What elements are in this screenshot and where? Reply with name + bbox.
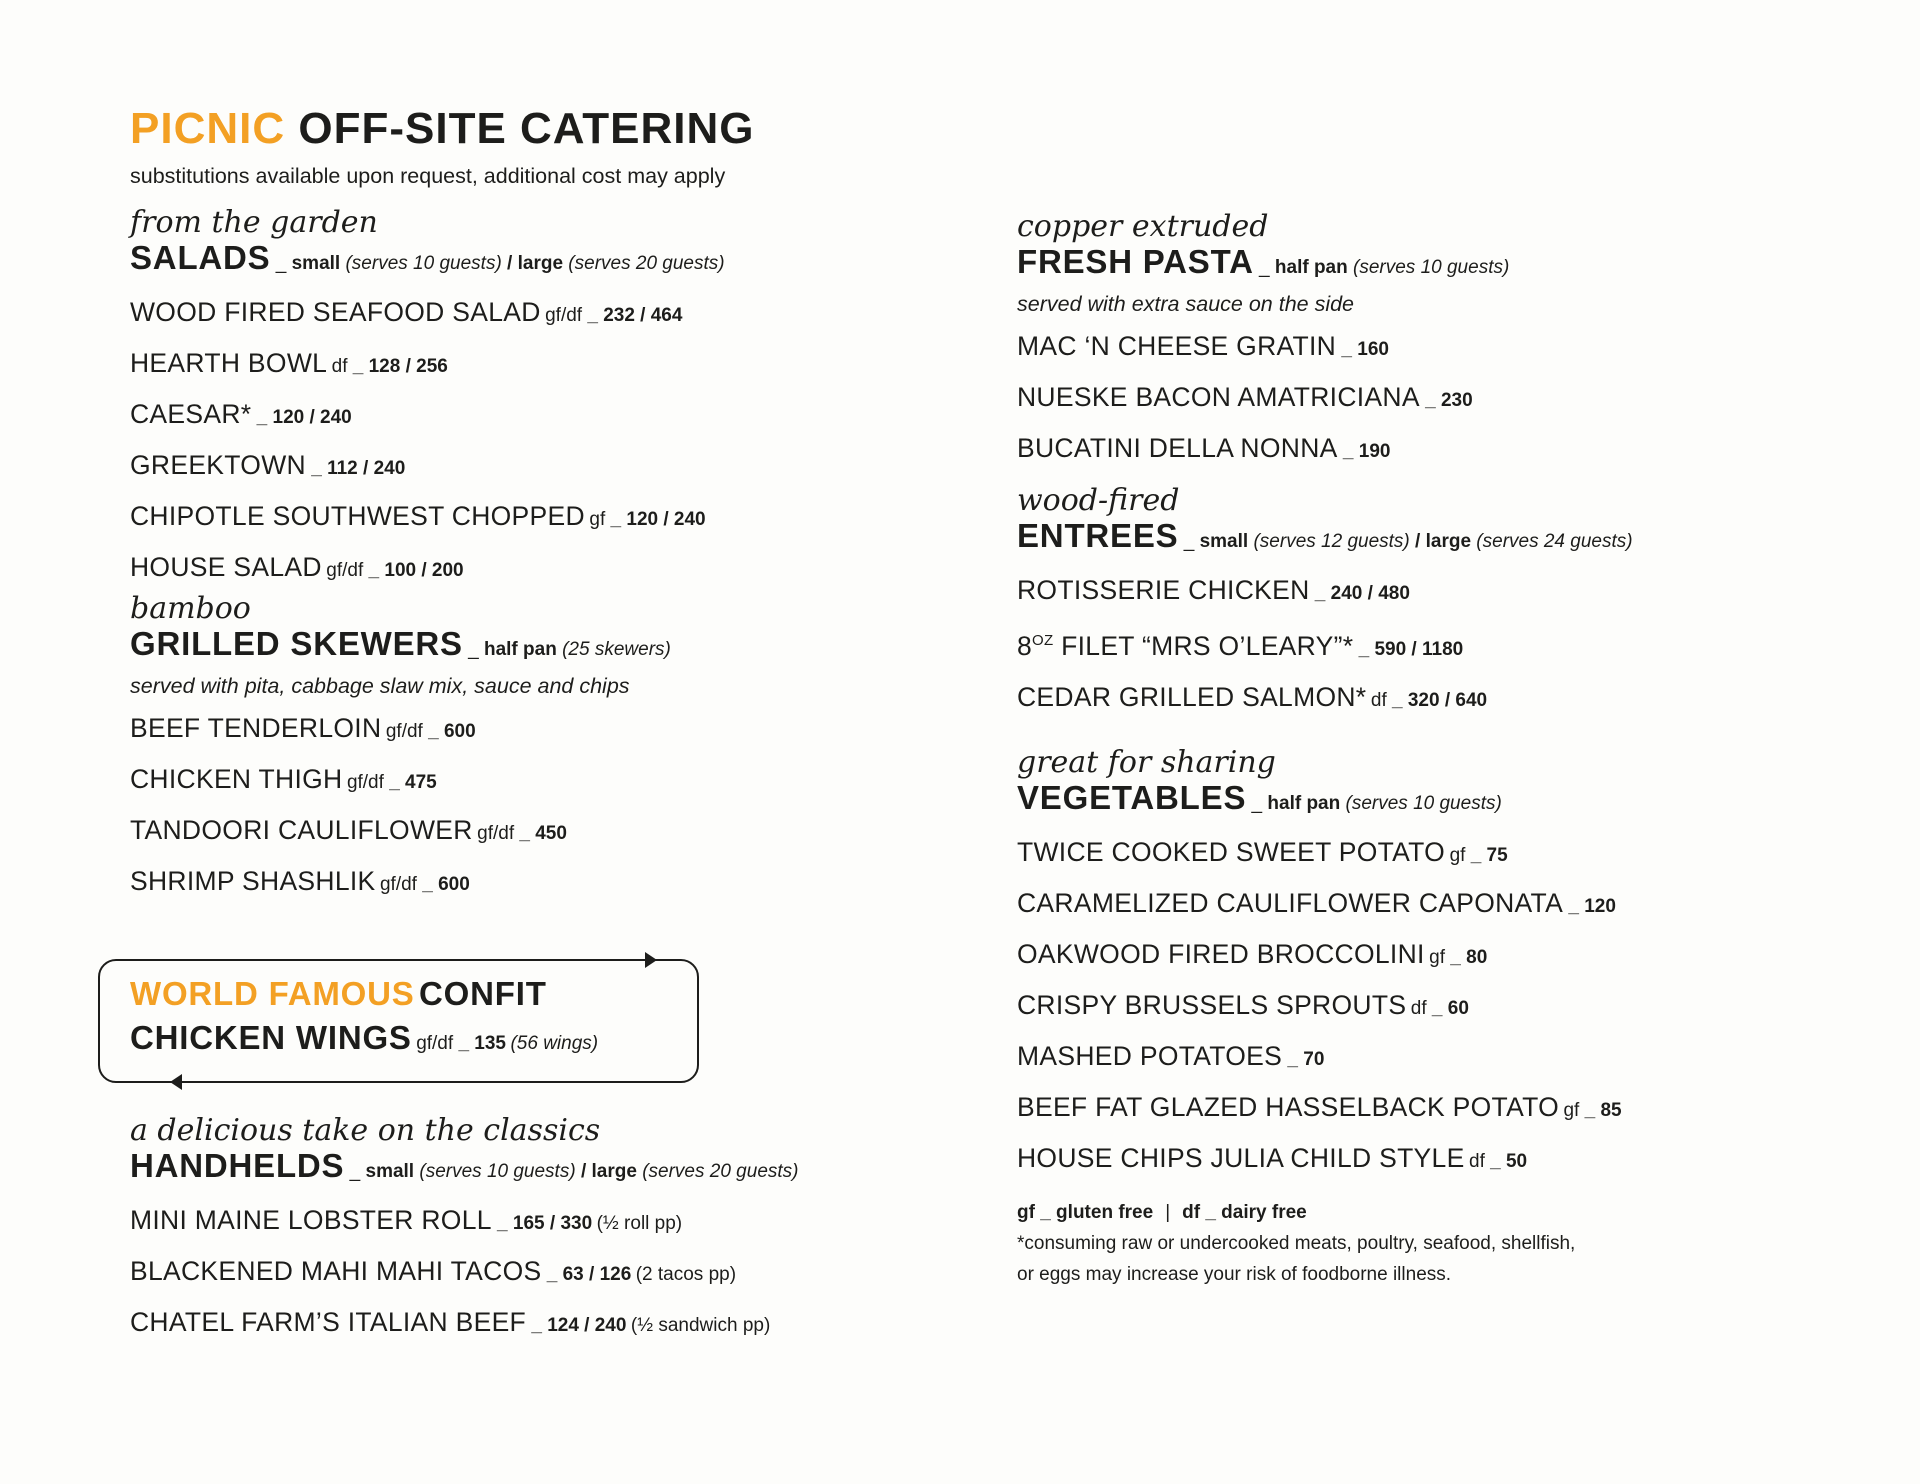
menu-item	[130, 289, 950, 340]
item-name: NUESKE BACON AMATRICIANA	[1017, 382, 1420, 412]
item-diet: gf/df	[379, 874, 417, 895]
salads-title: SALADS	[130, 239, 271, 276]
item-name: MASHED POTATOES	[1017, 1041, 1283, 1071]
item-price: 60	[1447, 998, 1469, 1019]
item-price: 120	[1584, 896, 1616, 917]
item-diet: gf	[589, 509, 606, 530]
pasta-script-heading: copper extruded	[1017, 209, 1269, 244]
salads-meta-1: small	[291, 253, 341, 274]
price-separator: _	[1419, 390, 1441, 411]
handhelds-script-heading: a delicious take on the classics	[130, 1113, 601, 1148]
menu-item	[130, 756, 950, 807]
item-name: HEARTH BOWL	[130, 348, 328, 378]
price-separator: _	[1336, 339, 1358, 360]
pasta-meta-2: (serves 10 guests)	[1347, 257, 1510, 278]
menu-item	[1017, 567, 1837, 618]
item-name: SHRIMP SHASHLIK	[130, 866, 376, 896]
handhelds-item-list	[130, 1197, 950, 1350]
skewers-meta-2: (25 skewers)	[556, 639, 671, 660]
salads-meta-4: (serves 20 guests)	[563, 253, 725, 274]
item-name: WOOD FIRED SEAFOOD SALAD	[130, 297, 541, 327]
menu-item	[130, 493, 950, 544]
price-separator: _	[541, 1264, 563, 1285]
menu-item	[130, 858, 950, 909]
price-separator: _	[363, 560, 385, 581]
pasta-served-note: served with extra sauce on the side	[1017, 292, 1355, 316]
title-rest: OFF-SITE CATERING	[298, 104, 755, 153]
vegetables-meta-0: _	[1246, 793, 1268, 814]
entrees-script-heading: wood-fired	[1017, 483, 1180, 518]
wings-note: (56 wings)	[510, 1033, 599, 1054]
item-price: 100 / 200	[384, 560, 464, 581]
price-separator: _	[1386, 690, 1408, 711]
price-separator: _	[605, 509, 627, 530]
item-price: 63 / 126	[562, 1264, 632, 1285]
item-name: CHICKEN THIGH	[130, 764, 343, 794]
item-note: (½ roll pp)	[596, 1213, 683, 1234]
price-separator: _	[1563, 896, 1585, 917]
handhelds-heading	[130, 1146, 950, 1193]
item-price: 124 / 240	[547, 1315, 627, 1336]
item-price: 85	[1600, 1100, 1622, 1121]
skewers-meta-1: half pan	[483, 639, 557, 660]
price-separator: _	[251, 407, 273, 428]
item-prefix: 8	[1017, 631, 1033, 661]
menu-item	[1017, 618, 1837, 674]
price-separator: _	[416, 874, 439, 895]
item-price: 240 / 480	[1330, 583, 1410, 604]
item-name: ROTISSERIE CHICKEN	[1017, 575, 1310, 605]
price-separator: _	[1309, 583, 1331, 604]
price-separator: _	[1353, 639, 1375, 660]
menu-item	[1017, 1135, 1837, 1186]
menu-item	[1017, 374, 1837, 425]
salads-heading	[130, 238, 950, 285]
item-diet: gf	[1429, 947, 1445, 968]
item-name: CHATEL FARM’S ITALIAN BEEF	[130, 1307, 527, 1337]
item-price: 232 / 464	[603, 305, 683, 326]
item-name: MAC ‘N CHEESE GRATIN	[1017, 331, 1337, 361]
section-handhelds	[130, 1114, 950, 1350]
skewers-meta-0: _	[462, 639, 484, 660]
section-entrees	[1017, 484, 1837, 725]
salads-meta-0: _	[270, 253, 292, 274]
item-note: (½ sandwich pp)	[630, 1315, 771, 1336]
menu-item	[130, 1299, 950, 1350]
menu-item	[1017, 931, 1837, 982]
skewers-script-heading: bamboo	[130, 591, 251, 626]
handhelds-title: HANDHELDS	[130, 1147, 345, 1184]
item-name: BUCATINI DELLA NONNA	[1017, 433, 1338, 463]
arrow-left-icon	[170, 1074, 182, 1090]
item-name: OAKWOOD FIRED BROCCOLINI	[1017, 939, 1425, 969]
price-separator: _	[383, 772, 406, 793]
wings-line-1	[130, 975, 547, 1013]
price-separator: _	[1484, 1151, 1506, 1172]
item-name: HOUSE SALAD	[130, 552, 322, 582]
legend-separator: |	[1165, 1202, 1171, 1223]
handhelds-meta-1: small	[365, 1161, 415, 1182]
item-name: CRISPY BRUSSELS SPROUTS	[1017, 990, 1407, 1020]
entrees-meta-4: (serves 24 guests)	[1471, 531, 1633, 552]
item-name: FILET “MRS O’LEARY”*	[1053, 631, 1354, 661]
pasta-meta-1: half pan	[1274, 257, 1348, 278]
skewers-item-list	[130, 705, 950, 909]
pasta-meta-0: _	[1253, 257, 1275, 278]
entrees-item-list	[1017, 567, 1837, 725]
item-price: 80	[1466, 947, 1488, 968]
item-name: BLACKENED MAHI MAHI TACOS	[130, 1256, 542, 1286]
item-diet: df	[331, 356, 348, 377]
item-superscript: OZ	[1032, 632, 1054, 649]
menu-item	[130, 391, 950, 442]
skewers-heading	[130, 624, 950, 671]
menu-item	[130, 442, 950, 493]
item-price: 50	[1505, 1151, 1528, 1172]
menu-item	[1017, 982, 1837, 1033]
salads-meta-2: (serves 10 guests)	[340, 253, 502, 274]
item-price: 190	[1358, 441, 1391, 462]
item-diet: df	[1469, 1151, 1485, 1172]
salads-meta-3: / large	[501, 253, 564, 274]
item-diet: gf	[1563, 1100, 1580, 1121]
vegetables-title: VEGETABLES	[1017, 779, 1247, 816]
page-title	[130, 104, 755, 154]
legend-df: df _ dairy free	[1182, 1202, 1307, 1223]
wings-price: 135	[474, 1033, 506, 1054]
menu-item	[1017, 674, 1837, 725]
skewers-served-note: served with pita, cabbage slaw mix, sauce and chips	[130, 674, 630, 698]
price-separator: _	[347, 356, 369, 377]
vegetables-heading	[1017, 778, 1837, 825]
wings-diet: gf/df	[416, 1033, 454, 1054]
menu-item	[130, 807, 950, 858]
pasta-heading	[1017, 242, 1837, 289]
pasta-item-list	[1017, 323, 1837, 476]
item-name: HOUSE CHIPS JULIA CHILD STYLE	[1017, 1143, 1465, 1173]
title-accent: PICNIC	[130, 104, 286, 153]
arrow-right-icon	[645, 952, 657, 968]
handhelds-meta-4: (serves 20 guests)	[636, 1161, 799, 1182]
item-price: 75	[1486, 845, 1508, 866]
price-separator: _	[1426, 998, 1448, 1019]
menu-item	[130, 544, 950, 595]
handhelds-meta-0: _	[344, 1161, 366, 1182]
legend	[1017, 1198, 1837, 1290]
item-price: 128 / 256	[368, 356, 448, 377]
diet-legend	[1017, 1198, 1837, 1228]
item-diet: gf/df	[326, 560, 364, 581]
menu-item	[130, 1197, 950, 1248]
item-name: TWICE COOKED SWEET POTATO	[1017, 837, 1446, 867]
price-separator: _	[1579, 1100, 1601, 1121]
menu-item	[1017, 323, 1837, 374]
menu-item	[130, 705, 950, 756]
wings-line1-rest: CONFIT	[419, 975, 547, 1012]
section-salads	[130, 206, 950, 595]
item-price: 320 / 640	[1407, 690, 1488, 711]
item-diet: gf/df	[385, 721, 423, 742]
vegetables-script-heading: great for sharing	[1017, 745, 1276, 780]
menu-item	[130, 1248, 950, 1299]
item-name: BEEF FAT GLAZED HASSELBACK POTATO	[1017, 1092, 1560, 1122]
item-name: BEEF TENDERLOIN	[130, 713, 382, 743]
item-name: TANDOORI CAULIFLOWER	[130, 815, 473, 845]
salads-item-list	[130, 289, 950, 595]
entrees-meta-2: (serves 12 guests)	[1248, 531, 1410, 552]
wings-feature-box	[98, 959, 699, 1083]
pasta-title: FRESH PASTA	[1017, 243, 1254, 280]
item-diet: df	[1370, 690, 1387, 711]
entrees-meta-3: / large	[1409, 531, 1472, 552]
wings-line-2: CHICKEN WINGS gf/df _ 135 (56 wings)	[130, 1019, 599, 1056]
item-diet: gf/df	[477, 823, 515, 844]
item-price: 230	[1440, 390, 1473, 411]
menu-item	[130, 340, 950, 391]
item-price: 160	[1357, 339, 1389, 360]
menu-item	[1017, 880, 1837, 931]
item-price: 475	[405, 772, 437, 793]
item-price: 165 / 330	[512, 1213, 593, 1234]
item-price: 112 / 240	[327, 458, 406, 479]
entrees-heading	[1017, 516, 1837, 563]
item-price: 120 / 240	[272, 407, 352, 428]
vegetables-item-list	[1017, 829, 1837, 1186]
item-name: CEDAR GRILLED SALMON*	[1017, 682, 1367, 712]
price-separator: _	[514, 823, 536, 844]
item-price: 120 / 240	[626, 509, 706, 530]
entrees-title: ENTREES	[1017, 517, 1179, 554]
disclaimer-line-2: or eggs may increase your risk of foodborne illness.	[1017, 1264, 1452, 1285]
price-separator: _	[1465, 845, 1487, 866]
menu-item	[1017, 829, 1837, 880]
vegetables-meta-1: half pan	[1267, 793, 1341, 814]
price-separator: _	[1282, 1049, 1304, 1070]
handhelds-meta-3: / large	[575, 1161, 637, 1182]
price-separator: _	[491, 1213, 513, 1234]
wings-accent: WORLD FAMOUS	[130, 975, 415, 1012]
item-diet: gf/df	[545, 305, 583, 326]
item-diet: df	[1410, 998, 1427, 1019]
disclaimer-line-1: *consuming raw or undercooked meats, poultry, seafood, shellfish,	[1017, 1233, 1576, 1254]
item-name: MINI MAINE LOBSTER ROLL	[130, 1205, 492, 1235]
vegetables-meta-2: (serves 10 guests)	[1340, 793, 1502, 814]
item-name: CARAMELIZED CAULIFLOWER CAPONATA	[1017, 888, 1564, 918]
section-pasta	[1017, 210, 1837, 476]
item-diet: gf	[1449, 845, 1466, 866]
menu-item	[1017, 425, 1837, 476]
section-skewers	[130, 592, 950, 909]
item-note: (2 tacos pp)	[635, 1264, 737, 1285]
price-separator: _	[1445, 947, 1467, 968]
wings-title: CHICKEN WINGS	[130, 1019, 412, 1056]
section-vegetables	[1017, 746, 1837, 1186]
item-name: CHIPOTLE SOUTHWEST CHOPPED	[130, 501, 585, 531]
item-name: GREEKTOWN	[130, 450, 306, 480]
salads-script-heading: from the garden	[130, 205, 378, 240]
handhelds-meta-2: (serves 10 guests)	[414, 1161, 576, 1182]
entrees-meta-1: small	[1199, 531, 1249, 552]
price-separator: _	[582, 305, 604, 326]
price-separator: _	[1337, 441, 1359, 462]
legend-gf: gf _ gluten free	[1017, 1202, 1154, 1223]
menu-item	[1017, 1033, 1837, 1084]
item-name: CAESAR*	[130, 399, 252, 429]
price-separator: _	[422, 721, 444, 742]
item-price: 600	[443, 721, 476, 742]
price-separator: _	[305, 458, 328, 479]
item-diet: gf/df	[346, 772, 384, 793]
item-price: 450	[535, 823, 567, 844]
item-price: 600	[438, 874, 470, 895]
item-price: 70	[1303, 1049, 1325, 1070]
skewers-title: GRILLED SKEWERS	[130, 625, 463, 662]
price-separator: _	[526, 1315, 548, 1336]
entrees-meta-0: _	[1178, 531, 1200, 552]
menu-item	[1017, 1084, 1837, 1135]
item-price: 590 / 1180	[1374, 639, 1464, 660]
page-subtitle: substitutions available upon request, additional cost may apply	[130, 164, 726, 188]
